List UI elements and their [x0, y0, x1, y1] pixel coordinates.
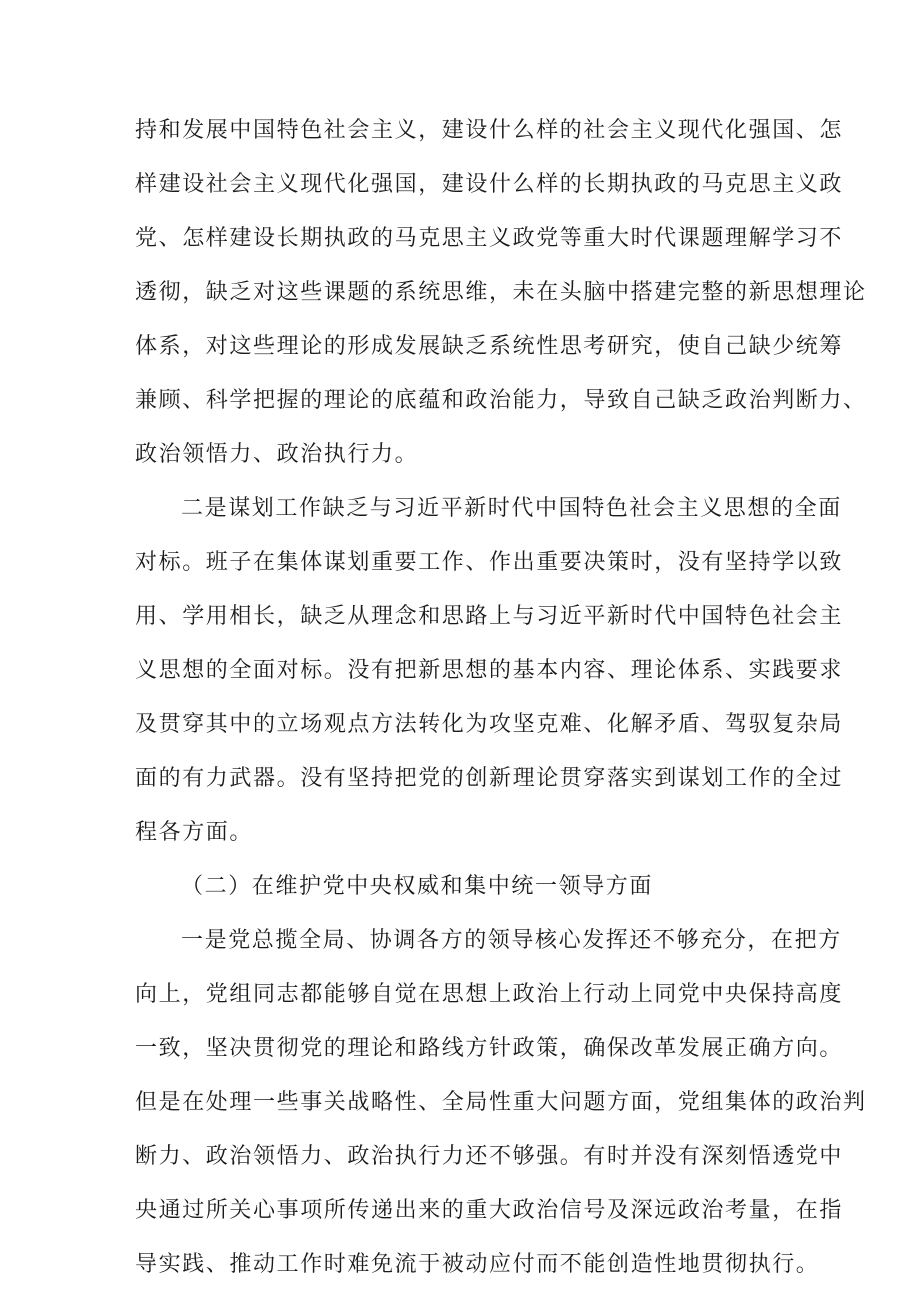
- text-line: 面的有力武器。没有坚持把党的创新理论贯穿落实到谋划工作的全过: [135, 766, 844, 791]
- text-line: 政治领悟力、政治执行力。: [135, 442, 419, 467]
- text-line: 用、学用相长，缺乏从理念和思路上与习近平新时代中国特色社会主: [135, 604, 844, 629]
- paragraph-start-line: 二是谋划工作缺乏与习近平新时代中国特色社会主义思想的全面: [181, 496, 842, 521]
- text-line: 样建设社会主义现代化强国，建设什么样的长期执政的马克思主义政: [135, 172, 844, 197]
- text-line: 体系，对这些理论的形成发展缺乏系统性思考研究，使自己缺少统筹: [135, 334, 844, 359]
- text-line: 断力、政治领悟力、政治执行力还不够强。有时并没有深刻悟透党中: [135, 1144, 844, 1169]
- text-line: 持和发展中国特色社会主义，建设什么样的社会主义现代化强国、怎: [135, 118, 844, 143]
- section-heading: （二）在维护党中央权威和集中统一领导方面: [181, 874, 654, 899]
- text-line: 向上，党组同志都能够自觉在思想上政治上行动上同党中央保持高度: [135, 982, 844, 1007]
- text-line: 义思想的全面对标。没有把新思想的基本内容、理论体系、实践要求: [135, 658, 844, 683]
- text-line: 程各方面。: [135, 820, 254, 845]
- text-line: 党、怎样建设长期执政的马克思主义政党等重大时代课题理解学习不: [135, 226, 844, 251]
- text-line: 对标。班子在集体谋划重要工作、作出重要决策时，没有坚持学以致: [135, 550, 844, 575]
- text-line: 兼顾、科学把握的理论的底蕴和政治能力，导致自己缺乏政治判断力、: [135, 388, 867, 413]
- text-line: 透彻，缺乏对这些课题的系统思维，未在头脑中搭建完整的新思想理论: [135, 280, 867, 305]
- paragraph-start-line: 一是党总揽全局、协调各方的领导核心发挥还不够充分，在把方: [181, 928, 842, 953]
- text-line: 但是在处理一些事关战略性、全局性重大问题方面，党组集体的政治判: [135, 1090, 867, 1115]
- text-line: 导实践、推动工作时难免流于被动应付而不能创造性地贯彻执行。: [135, 1252, 820, 1277]
- text-line: 央通过所关心事项所传递出来的重大政治信号及深远政治考量，在指: [135, 1198, 844, 1223]
- text-line: 一致，坚决贯彻党的理论和路线方针政策，确保改革发展正确方向。: [135, 1036, 844, 1061]
- text-line: 及贯穿其中的立场观点方法转化为攻坚克难、化解矛盾、驾驭复杂局: [135, 712, 844, 737]
